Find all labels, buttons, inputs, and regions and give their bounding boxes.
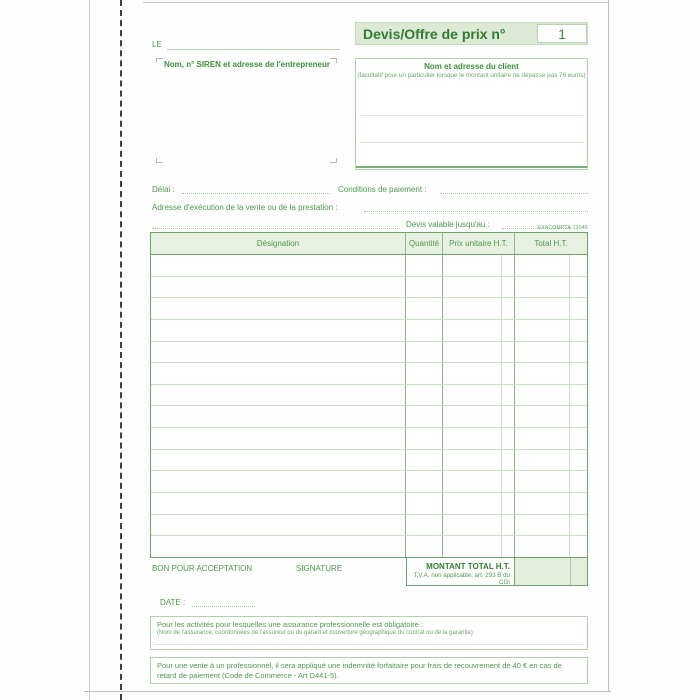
- table-cell[interactable]: [442, 342, 501, 363]
- table-cell[interactable]: [501, 515, 514, 536]
- client-box-title: Nom et adresse du client: [424, 62, 519, 71]
- table-cell[interactable]: [151, 342, 405, 363]
- date-fill-line-bottom[interactable]: [192, 597, 255, 607]
- table-cell[interactable]: [151, 428, 405, 449]
- table-cell[interactable]: [151, 385, 405, 406]
- entrepreneur-label: Nom, n° SIREN et adresse de l'entrepreneur: [163, 60, 331, 69]
- column-header-prix-unitaire: Prix unitaire H.T.: [442, 233, 514, 254]
- table-cell[interactable]: [514, 255, 569, 276]
- table-cell[interactable]: [442, 536, 501, 557]
- table-cell[interactable]: [501, 255, 514, 276]
- table-cell[interactable]: [501, 320, 514, 341]
- assurance-writing-line[interactable]: [154, 644, 584, 645]
- table-row[interactable]: [151, 450, 587, 472]
- table-cell[interactable]: [569, 471, 587, 492]
- table-cell[interactable]: [514, 320, 569, 341]
- table-cell[interactable]: [405, 515, 442, 536]
- table-cell[interactable]: [405, 298, 442, 319]
- table-row[interactable]: [151, 277, 587, 299]
- items-table-header: [151, 233, 587, 255]
- client-box-accent-line: [356, 166, 587, 168]
- page-right-edge: [608, 0, 609, 692]
- column-header-quantite: Quantité: [405, 233, 442, 254]
- table-cell[interactable]: [501, 277, 514, 298]
- page-left-edge: [89, 0, 90, 700]
- delai-label: Délai :: [152, 185, 175, 194]
- date-fill-line[interactable]: [167, 40, 340, 50]
- perforation-dashed-line: [120, 0, 122, 700]
- table-cell[interactable]: [514, 428, 569, 449]
- table-cell[interactable]: [569, 255, 587, 276]
- table-cell[interactable]: [405, 406, 442, 427]
- table-cell[interactable]: [151, 363, 405, 384]
- table-cell[interactable]: [569, 536, 587, 557]
- table-cell[interactable]: [514, 515, 569, 536]
- penalty-note-box: [150, 657, 588, 684]
- brand-reference: EXACOMPTA 13046: [537, 225, 588, 231]
- table-cell[interactable]: [405, 342, 442, 363]
- table-cell[interactable]: [405, 255, 442, 276]
- devis-valable-label: Devis valable jusqu'au :: [406, 220, 490, 229]
- form-title-band: [355, 22, 588, 45]
- assurance-note-line1: Pour les activités pour lesquelles une assurance professionnelle est obligatoire :: [157, 620, 423, 629]
- table-cell[interactable]: [569, 320, 587, 341]
- table-cell[interactable]: [514, 450, 569, 471]
- table-cell[interactable]: [501, 450, 514, 471]
- table-cell[interactable]: [569, 515, 587, 536]
- table-cell[interactable]: [442, 255, 501, 276]
- assurance-note-box[interactable]: [150, 616, 588, 650]
- table-cell[interactable]: [405, 536, 442, 557]
- date-label: DATE :: [160, 598, 186, 607]
- table-row[interactable]: [151, 298, 587, 320]
- table-cell[interactable]: [151, 471, 405, 492]
- table-cell[interactable]: [442, 277, 501, 298]
- date-prefix-label: LE: [152, 40, 162, 49]
- client-address-box[interactable]: [355, 58, 588, 170]
- table-cell[interactable]: [442, 320, 501, 341]
- table-cell[interactable]: [569, 385, 587, 406]
- table-row[interactable]: [151, 515, 587, 537]
- tva-note: T.V.A. non applicable, art. 293 B du CGI: [413, 572, 510, 586]
- table-row[interactable]: [151, 536, 587, 557]
- table-row[interactable]: [151, 406, 587, 428]
- penalty-note-text: Pour une vente à un professionnel, il sera appliqué une indemnité forfaitaire pour frais de recouvrement de 40 € en cas de retard de paiement (Code de Commerce - Art D441-5).: [157, 661, 562, 681]
- table-cell[interactable]: [501, 363, 514, 384]
- table-cell[interactable]: [442, 385, 501, 406]
- table-cell[interactable]: [151, 277, 405, 298]
- client-box-subtitle: (facultatif pour un particulier lorsque le montant unitaire ne dépasse pas 76 euros): [357, 72, 586, 79]
- items-table-body: [151, 255, 587, 557]
- table-cell[interactable]: [501, 406, 514, 427]
- client-writing-line[interactable]: [359, 142, 584, 143]
- table-cell[interactable]: [442, 363, 501, 384]
- table-cell[interactable]: [405, 428, 442, 449]
- table-row[interactable]: [151, 255, 587, 277]
- table-cell[interactable]: [151, 406, 405, 427]
- column-header-total: Total H.T.: [514, 233, 587, 254]
- table-cell[interactable]: [442, 515, 501, 536]
- table-cell[interactable]: [405, 450, 442, 471]
- table-cell[interactable]: [514, 385, 569, 406]
- table-cell[interactable]: [151, 450, 405, 471]
- table-cell[interactable]: [151, 320, 405, 341]
- table-cell[interactable]: [569, 342, 587, 363]
- form-title: Devis/Offre de prix n°: [363, 25, 506, 42]
- table-row[interactable]: [151, 493, 587, 515]
- table-cell[interactable]: [501, 385, 514, 406]
- table-row[interactable]: [151, 385, 587, 407]
- conditions-paiement-label: Conditions de paiement :: [338, 185, 427, 194]
- table-cell[interactable]: [151, 255, 405, 276]
- items-table: [150, 232, 588, 558]
- column-header-designation: Désignation: [256, 239, 300, 248]
- table-cell[interactable]: [151, 298, 405, 319]
- table-cell[interactable]: [442, 471, 501, 492]
- table-cell[interactable]: [405, 493, 442, 514]
- table-cell[interactable]: [405, 320, 442, 341]
- entrepreneur-corner-mark: [330, 158, 337, 163]
- table-row[interactable]: [151, 428, 587, 450]
- table-cell[interactable]: [405, 385, 442, 406]
- table-cell[interactable]: [569, 450, 587, 471]
- table-cell[interactable]: [514, 298, 569, 319]
- table-cell[interactable]: [405, 471, 442, 492]
- client-writing-line[interactable]: [359, 115, 584, 116]
- cents-divider-line: [570, 558, 571, 585]
- table-cell[interactable]: [514, 363, 569, 384]
- table-cell[interactable]: [442, 406, 501, 427]
- delai-fill-line[interactable]: [182, 184, 330, 194]
- table-cell[interactable]: [151, 515, 405, 536]
- table-cell[interactable]: [514, 406, 569, 427]
- table-row[interactable]: [151, 471, 587, 493]
- montant-total-value-cell[interactable]: [515, 558, 588, 586]
- assurance-note-line2: (Nom de l'assurance, coordonnées de l'assureur ou du garant et couverture géographique du contrat ou de la garantie): [157, 630, 473, 636]
- table-cell[interactable]: [151, 493, 405, 514]
- page-bottom-edge: [84, 691, 611, 692]
- table-cell[interactable]: [501, 536, 514, 557]
- table-cell[interactable]: [405, 277, 442, 298]
- table-cell[interactable]: [514, 342, 569, 363]
- table-cell[interactable]: [569, 406, 587, 427]
- table-cell[interactable]: [501, 428, 514, 449]
- table-cell[interactable]: [501, 298, 514, 319]
- table-cell[interactable]: [405, 363, 442, 384]
- table-cell[interactable]: [151, 536, 405, 557]
- table-cell[interactable]: [514, 493, 569, 514]
- quote-number: 1: [558, 25, 566, 42]
- table-cell[interactable]: [442, 298, 501, 319]
- montant-total-label: MONTANT TOTAL H.T.: [426, 562, 510, 571]
- montant-total-box: [406, 558, 515, 586]
- signature-label: SIGNATURE: [296, 564, 343, 573]
- entrepreneur-corner-mark: [156, 158, 163, 163]
- table-cell[interactable]: [569, 298, 587, 319]
- table-cell[interactable]: [569, 493, 587, 514]
- table-cell[interactable]: [442, 428, 501, 449]
- table-cell[interactable]: [501, 471, 514, 492]
- adresse-execution-label: Adresse d'exécution de la vente ou de la prestation :: [152, 203, 338, 212]
- quote-number-box[interactable]: [537, 24, 587, 43]
- table-row[interactable]: [151, 342, 587, 364]
- table-cell[interactable]: [569, 428, 587, 449]
- table-cell[interactable]: [514, 536, 569, 557]
- table-row[interactable]: [151, 320, 587, 342]
- table-cell[interactable]: [501, 342, 514, 363]
- conditions-fill-line[interactable]: [440, 184, 588, 194]
- adresse-execution-fill-line-2[interactable]: [152, 219, 400, 229]
- table-cell[interactable]: [442, 493, 501, 514]
- adresse-execution-fill-line[interactable]: [364, 202, 588, 212]
- table-cell[interactable]: [569, 277, 587, 298]
- bon-pour-acceptation-label: BON POUR ACCEPTATION: [152, 564, 253, 573]
- table-cell[interactable]: [569, 363, 587, 384]
- page-top-edge: [143, 2, 608, 3]
- table-row[interactable]: [151, 363, 587, 385]
- table-cell[interactable]: [501, 493, 514, 514]
- table-cell[interactable]: [514, 277, 569, 298]
- table-cell[interactable]: [514, 471, 569, 492]
- table-cell[interactable]: [442, 450, 501, 471]
